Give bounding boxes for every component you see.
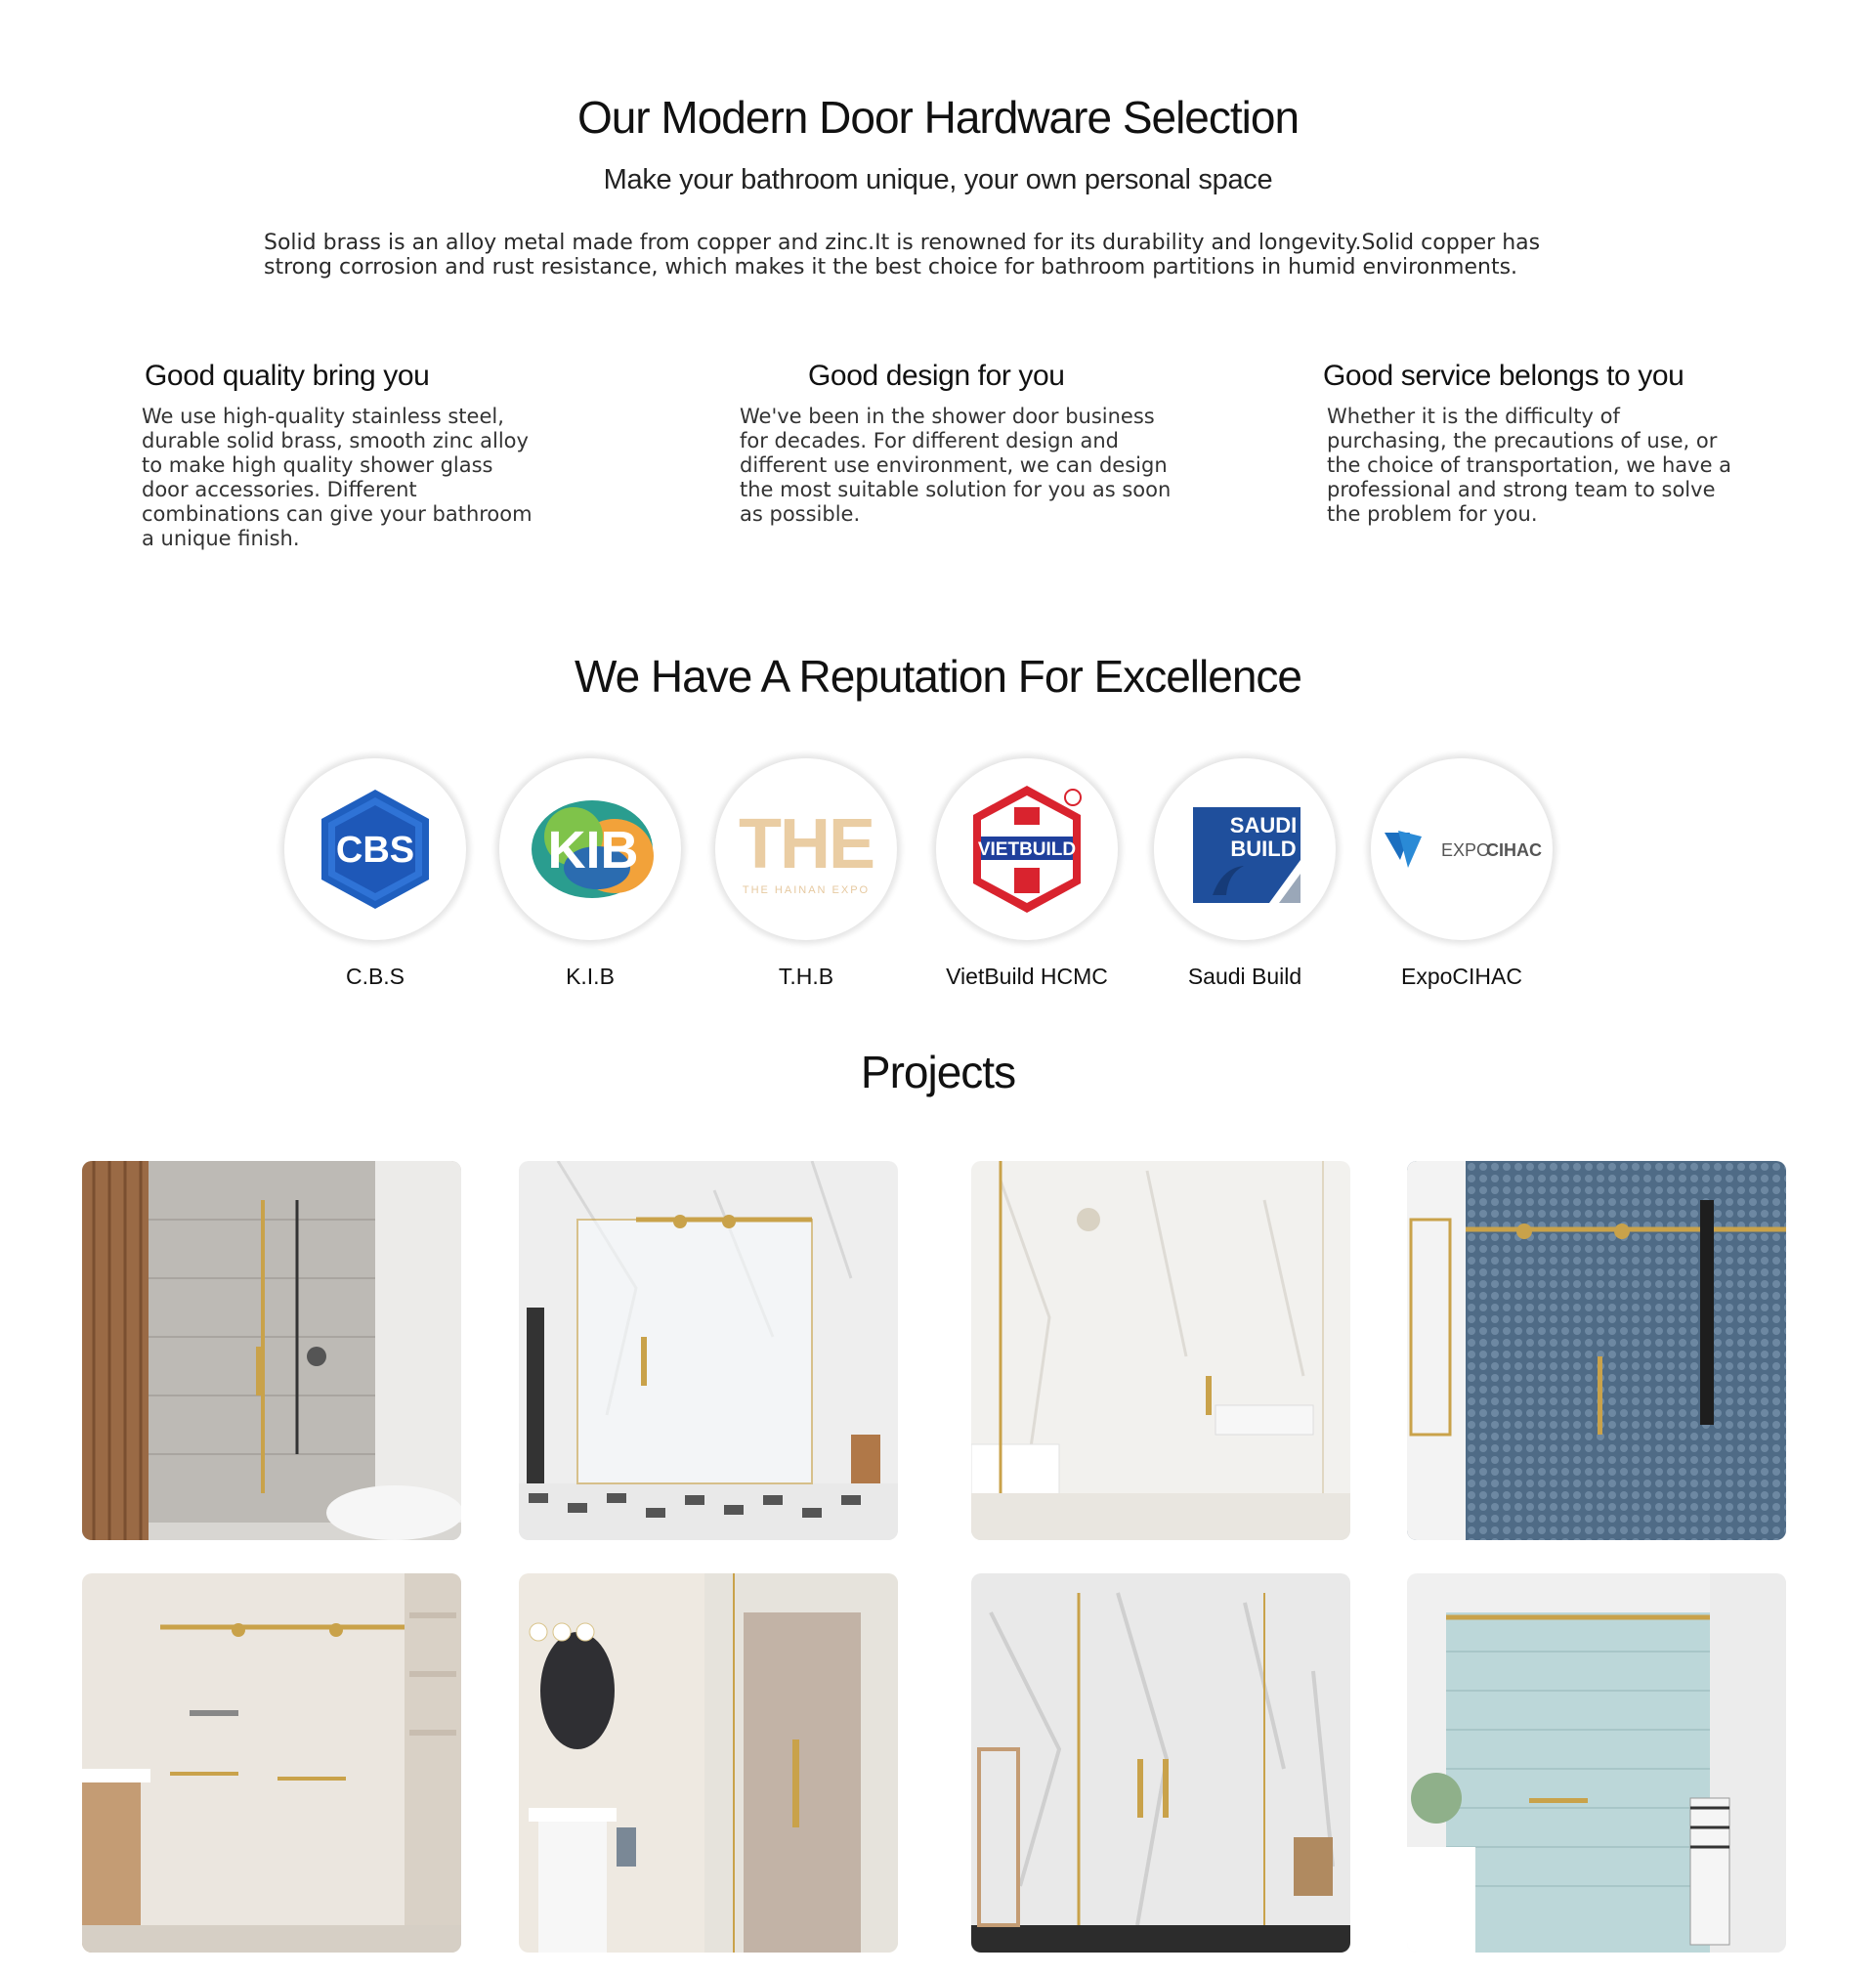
feature-quality	[142, 360, 535, 551]
shower-photo-icon	[1407, 1161, 1786, 1540]
shower-photo-icon	[1407, 1573, 1786, 1953]
project-image[interactable]	[1407, 1161, 1786, 1540]
expocihac-logo-icon	[1371, 758, 1553, 940]
cbs-logo-icon	[284, 758, 466, 940]
shower-photo-icon	[82, 1161, 461, 1540]
partner-label: T.H.B	[778, 964, 834, 989]
shower-photo-icon	[971, 1161, 1350, 1540]
project-image[interactable]	[1407, 1573, 1786, 1953]
project-image[interactable]	[519, 1161, 898, 1540]
shower-photo-icon	[971, 1573, 1350, 1953]
project-image[interactable]	[82, 1161, 461, 1540]
partner-kib[interactable]	[492, 758, 688, 990]
partner-label: K.I.B	[566, 964, 615, 989]
expocihac-logo-text-1: EXPO	[1441, 840, 1491, 860]
feature-text: We've been in the shower door business for decades. For different design and different use environment, we can design the most suitable solution for you as soon as possible.	[740, 405, 1172, 526]
project-image[interactable]	[971, 1573, 1350, 1953]
project-image[interactable]	[971, 1161, 1350, 1540]
saudi-logo-text-2: BUILD	[1230, 837, 1297, 861]
shower-photo-icon	[519, 1161, 898, 1540]
thb-logo-subtext: THE HAINAN EXPO	[742, 884, 871, 896]
project-image[interactable]	[519, 1573, 898, 1953]
cbs-logo-text: CBS	[335, 830, 415, 871]
partner-label: ExpoCIHAC	[1401, 964, 1522, 989]
section-title: Our Modern Door Hardware Selection	[576, 92, 1300, 143]
project-image[interactable]	[82, 1573, 461, 1953]
feature-title: Good design for you	[808, 360, 1065, 392]
section-subtitle: Make your bathroom unique, your own personal space	[603, 164, 1273, 195]
thb-logo-text: THE	[739, 805, 874, 883]
partner-thb[interactable]	[708, 758, 904, 990]
partner-label: Saudi Build	[1187, 964, 1302, 989]
feature-title: Good service belongs to you	[1323, 360, 1684, 392]
partner-vietbuild[interactable]	[929, 758, 1125, 990]
intro-paragraph: Solid brass is an alloy metal made from copper and zinc.It is renowned for its durability and longevity.Solid copper has strong corrosion and rust resistance, which makes it the best choice for bathroom partitions in humid environments.	[264, 231, 1541, 279]
feature-text: Whether it is the difficulty of purchasing, the precautions of use, or the choice of transportation, we have a professional and strong team to solve the problem for you.	[1327, 405, 1732, 526]
feature-title: Good quality bring you	[145, 360, 430, 392]
partner-label: VietBuild HCMC	[946, 964, 1108, 989]
partner-logos	[0, 758, 1876, 1012]
shower-photo-icon	[519, 1573, 898, 1953]
kib-logo-icon	[499, 758, 681, 940]
projects-gallery	[0, 1161, 1876, 1953]
reputation-title: We Have A Reputation For Excellence	[574, 651, 1301, 702]
thb-logo-icon	[715, 758, 897, 940]
partner-expocihac[interactable]	[1364, 758, 1559, 990]
shower-photo-icon	[82, 1573, 461, 1953]
feature-design	[740, 360, 1179, 527]
partner-saudi-build[interactable]	[1147, 758, 1343, 990]
vietbuild-logo-text: VIETBUILD	[977, 839, 1077, 860]
feature-text: We use high-quality stainless steel, durable solid brass, smooth zinc alloy to make high quality shower glass door accessories. Different combinations can give your bathroom a unique finish.	[142, 405, 533, 550]
saudi-logo-text-1: SAUDI	[1229, 813, 1298, 837]
projects-title: Projects	[860, 1047, 1016, 1097]
saudi-build-logo-icon	[1154, 758, 1336, 940]
vietbuild-logo-icon	[936, 758, 1118, 940]
partner-cbs[interactable]	[277, 758, 473, 990]
kib-logo-text: KIB	[547, 821, 639, 880]
feature-service	[1323, 360, 1733, 527]
partner-label: C.B.S	[345, 964, 405, 989]
expocihac-logo-text-2: CIHAC	[1486, 840, 1542, 860]
